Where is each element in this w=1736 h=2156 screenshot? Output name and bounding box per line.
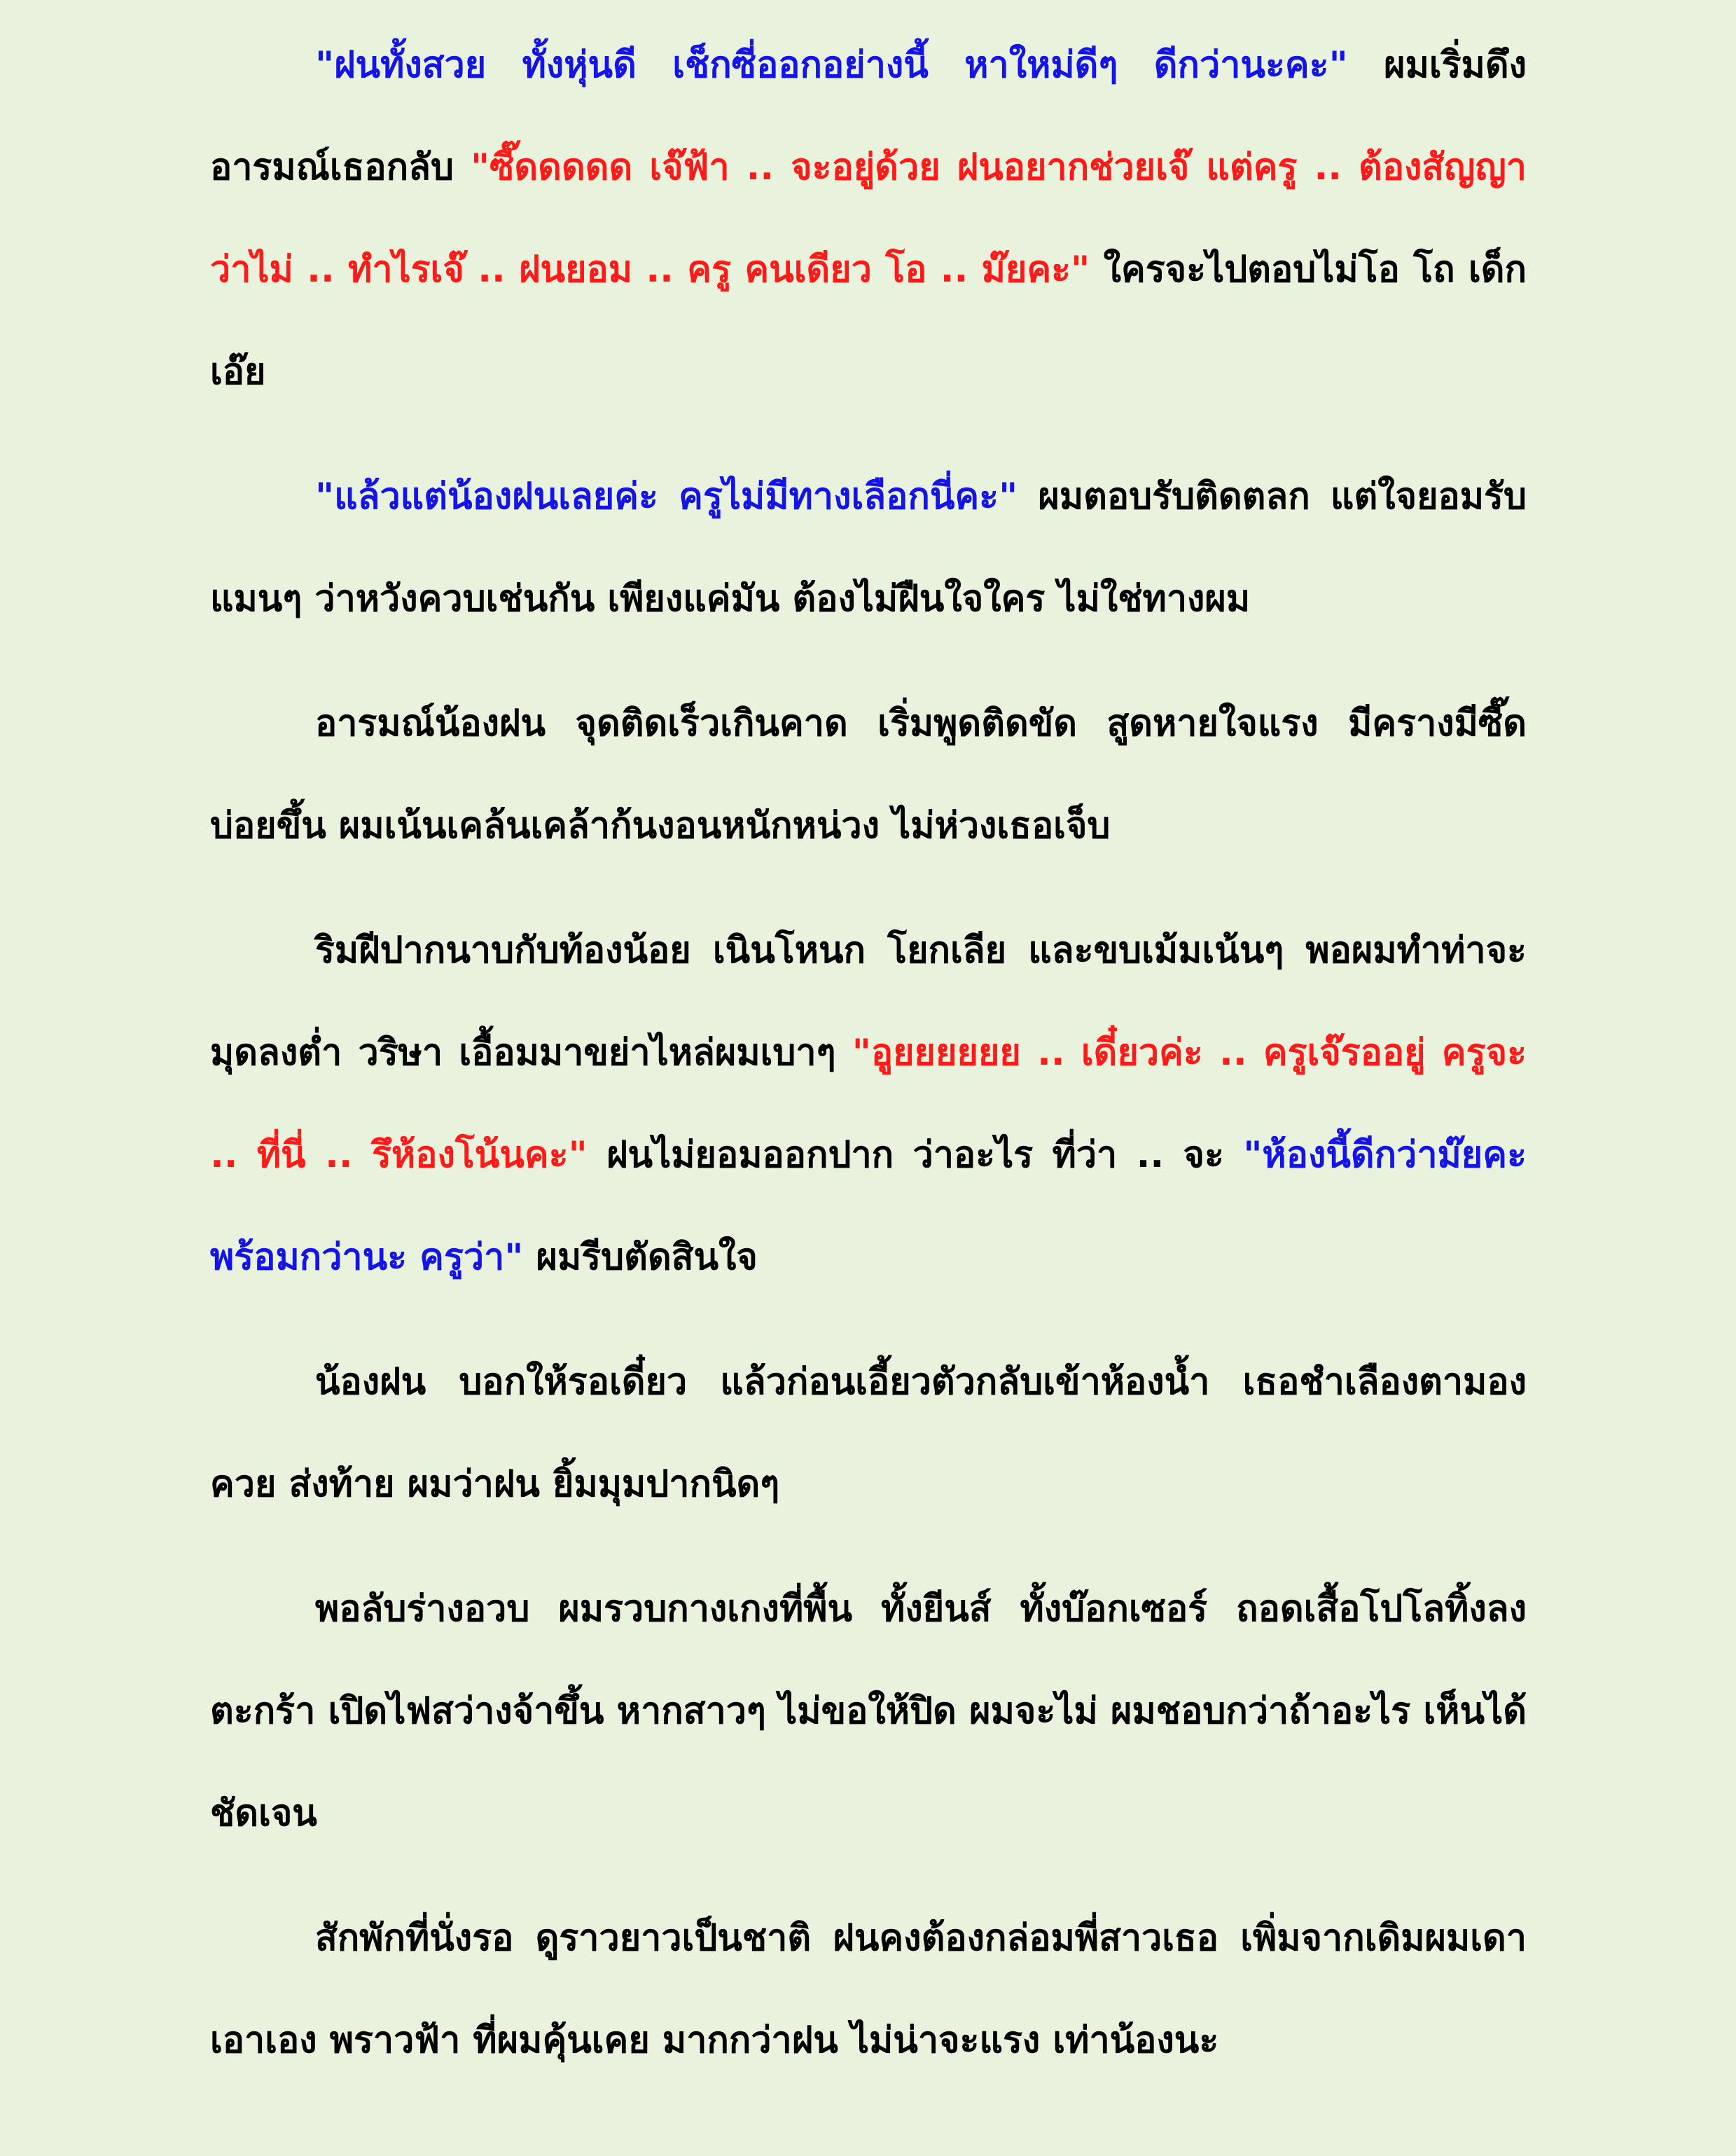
paragraph-5 xyxy=(210,1331,1527,1535)
narration: พอลับร่างอวบ ผมรวบกางเกงที่พื้น ทั้งยีนส์ ทั้งบ๊อกเซอร์ ถอดเสื้อโปโลทิ้งลงตะกร้า เปิดไฟสว่างจ้าขึ้น หากสาวๆ ไม่ขอให้ปิด ผมจะไม่ ผมชอบกว่าถ้าอะไร เห็นได้ชัดเจน xyxy=(210,1588,1527,1834)
paragraph-6 xyxy=(210,1558,1527,1865)
dialogue-varisa-question: "อูยยยยยย .. เดี๋ยวค่ะ .. ครูเจ๊รออยู่ ครูจะ .. ที่นี่ .. รึห้องโน้นคะ" xyxy=(210,1032,1527,1176)
narration: ผมตอบรับติดตลก แต่ใจยอมรับแมนๆ ว่าหวังควบเช่นกัน เพียงแค่มัน ต้องไม่ฝืนใจใคร ไม่ใช่ทางผม xyxy=(210,476,1527,620)
narration: น้องฝน บอกให้รอเดี๋ยว แล้วก่อนเอี้ยวตัวกลับเข้าห้องน้ำ เธอชำเลืองตามองควย ส่งท้าย ผมว่าฝน ยิ้มมุมปากนิดๆ xyxy=(210,1361,1527,1505)
narration: อารมณ์น้องฝน จุดติดเร็วเกินคาด เริ่มพูดติดขัด สูดหายใจแรง มีครางมีซี๊ด บ่อยขึ้น ผมเน้นเคล้นเคล้าก้นงอนหนักหน่วง ไม่ห่วงเธอเจ็บ xyxy=(210,703,1527,847)
dialogue-teacher-decision: "ห้องนี้ดีกว่าม๊ยคะ พร้อมกว่านะ ครูว่า" xyxy=(210,1134,1527,1278)
paragraph-1 xyxy=(210,14,1527,423)
dialogue-teacher-reply: "แล้วแต่น้องฝนเลยค่ะ ครูไม่มีทางเลือกนี่คะ" xyxy=(315,476,1018,518)
narration: ใครจะไปตอบไม่โอ โถ เด็กเอ๊ย xyxy=(210,249,1527,393)
narration: ผมรีบตัดสินใจ xyxy=(523,1236,758,1278)
document-page xyxy=(210,14,1527,2114)
narration: ริมฝีปากนาบกับท้องน้อย เนินโหนก โยกเลีย และขบเม้มเน้นๆ พอผมทำท่าจะมุดลงต่ำ วริษา เอื้อมมาขย่าไหล่ผมเบาๆ xyxy=(210,930,1527,1074)
narration: ฝนไม่ยอมออกปาก ว่าอะไร ที่ว่า .. จะ xyxy=(587,1134,1244,1176)
dialogue-fon-request: "ซี๊ดดดดด เจ๊ฟ้า .. จะอยู่ด้วย ฝนอยากช่วยเจ๊ แต่ครู .. ต้องสัญญา ว่าไม่ .. ทำไรเจ๊ .. ฝนยอม .. ครู คนเดียว โอ .. ม๊ยคะ" xyxy=(210,146,1527,291)
dialogue-fon-compliment: "ฝนทั้งสวย ทั้งหุ่นดี เช็กซี่ออกอย่างนี้ หาใหม่ดีๆ ดีกว่านะคะ" xyxy=(315,44,1348,86)
narration: สักพักที่นั่งรอ ดูราวยาวเป็นชาติ ฝนคงต้องกล่อมพี่สาวเธอ เพิ่มจากเดิมผมเดาเอาเอง พราวฟ้า ที่ผมคุ้นเคย มากกว่าฝน ไม่น่าจะแรง เท่าน้องนะ xyxy=(210,1917,1527,2061)
narration: ผมเริ่มดึงอารมณ์เธอกลับ xyxy=(210,44,1527,188)
paragraph-3 xyxy=(210,672,1527,877)
paragraph-2 xyxy=(210,445,1527,650)
paragraph-7 xyxy=(210,1887,1527,2092)
paragraph-4 xyxy=(210,899,1527,1308)
